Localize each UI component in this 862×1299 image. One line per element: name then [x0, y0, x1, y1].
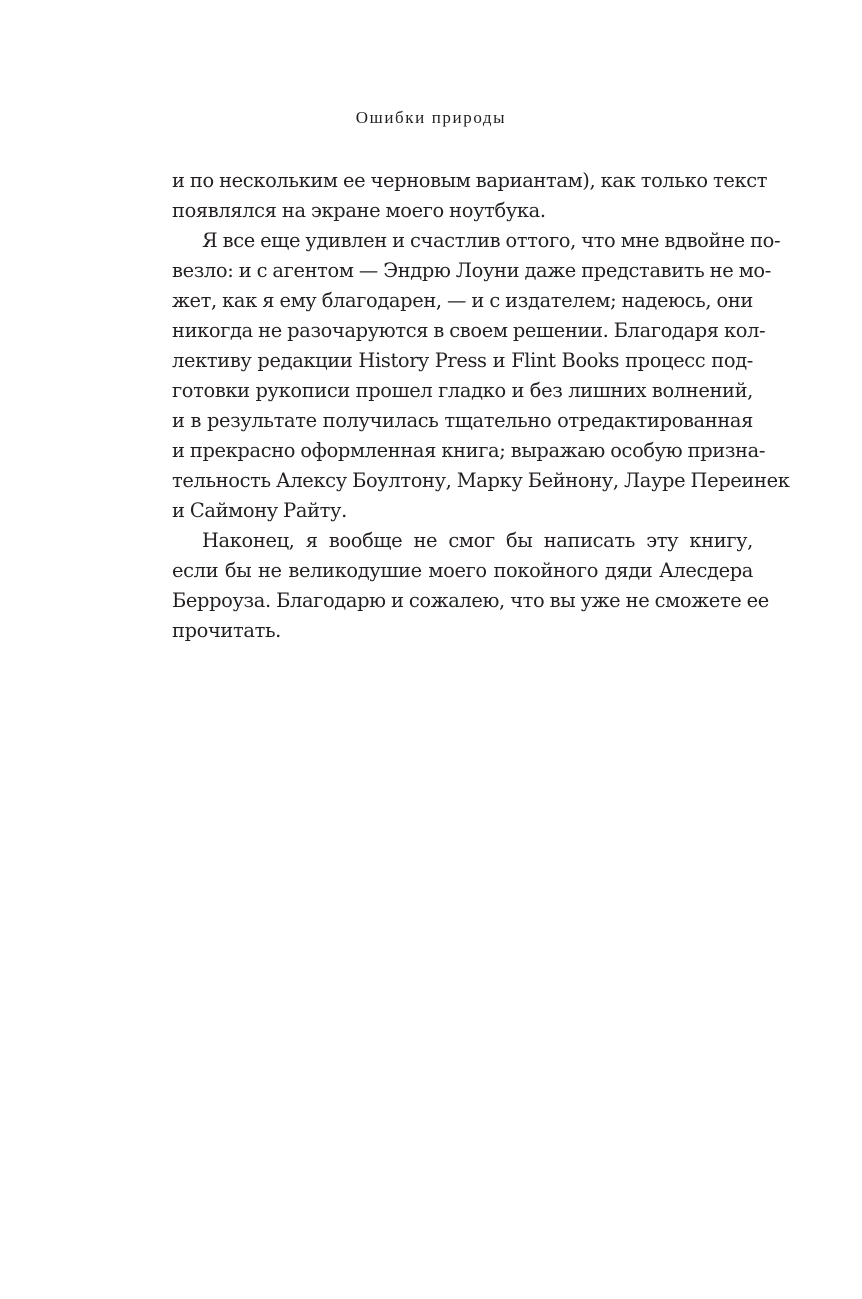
text-line: Наконец, я вообще не смог бы написать эту книгу,	[202, 529, 753, 552]
text-line: Я все еще удивлен и счастлив оттого, что мне вдвойне по-	[202, 229, 781, 252]
text-line: готовки рукописи прошел гладко и без лишних волнений,	[172, 379, 753, 402]
running-head: Ошибки природы	[355, 108, 507, 127]
text-line: лективу редакции History Press и Flint Books процесс под-	[172, 349, 753, 372]
text-line: и прекрасно оформленная книга; выражаю особую призна-	[172, 439, 766, 462]
text-line: никогда не разочаруются в своем решении. Благодаря кол-	[172, 319, 766, 342]
body-text	[172, 166, 790, 646]
text-line: если бы не великодушие моего покойного дяди Алесдера	[172, 559, 753, 582]
text-line: и по нескольким ее черновым вариантам), как только текст	[172, 169, 768, 192]
text-line: жет, как я ему благодарен, — и с издателем; надеюсь, они	[172, 289, 753, 312]
text-line: и в результате получилась тщательно отредактированная	[172, 409, 753, 432]
paragraph-1	[172, 166, 768, 226]
text-line: везло: и с агентом — Эндрю Лоуни даже представить не мо-	[172, 259, 771, 282]
text-line: и Саймону Райту.	[172, 499, 347, 522]
paragraph-3	[172, 526, 769, 646]
text-line: Берроуза. Благодарю и сожалею, что вы уже не сможете ее	[172, 589, 769, 612]
paragraph-2	[172, 226, 790, 526]
text-line: прочитать.	[172, 619, 281, 642]
text-line: появлялся на экране моего ноутбука.	[172, 199, 546, 222]
text-line: тельность Алексу Боултону, Марку Бейнону, Лауре Переинек	[172, 469, 790, 492]
